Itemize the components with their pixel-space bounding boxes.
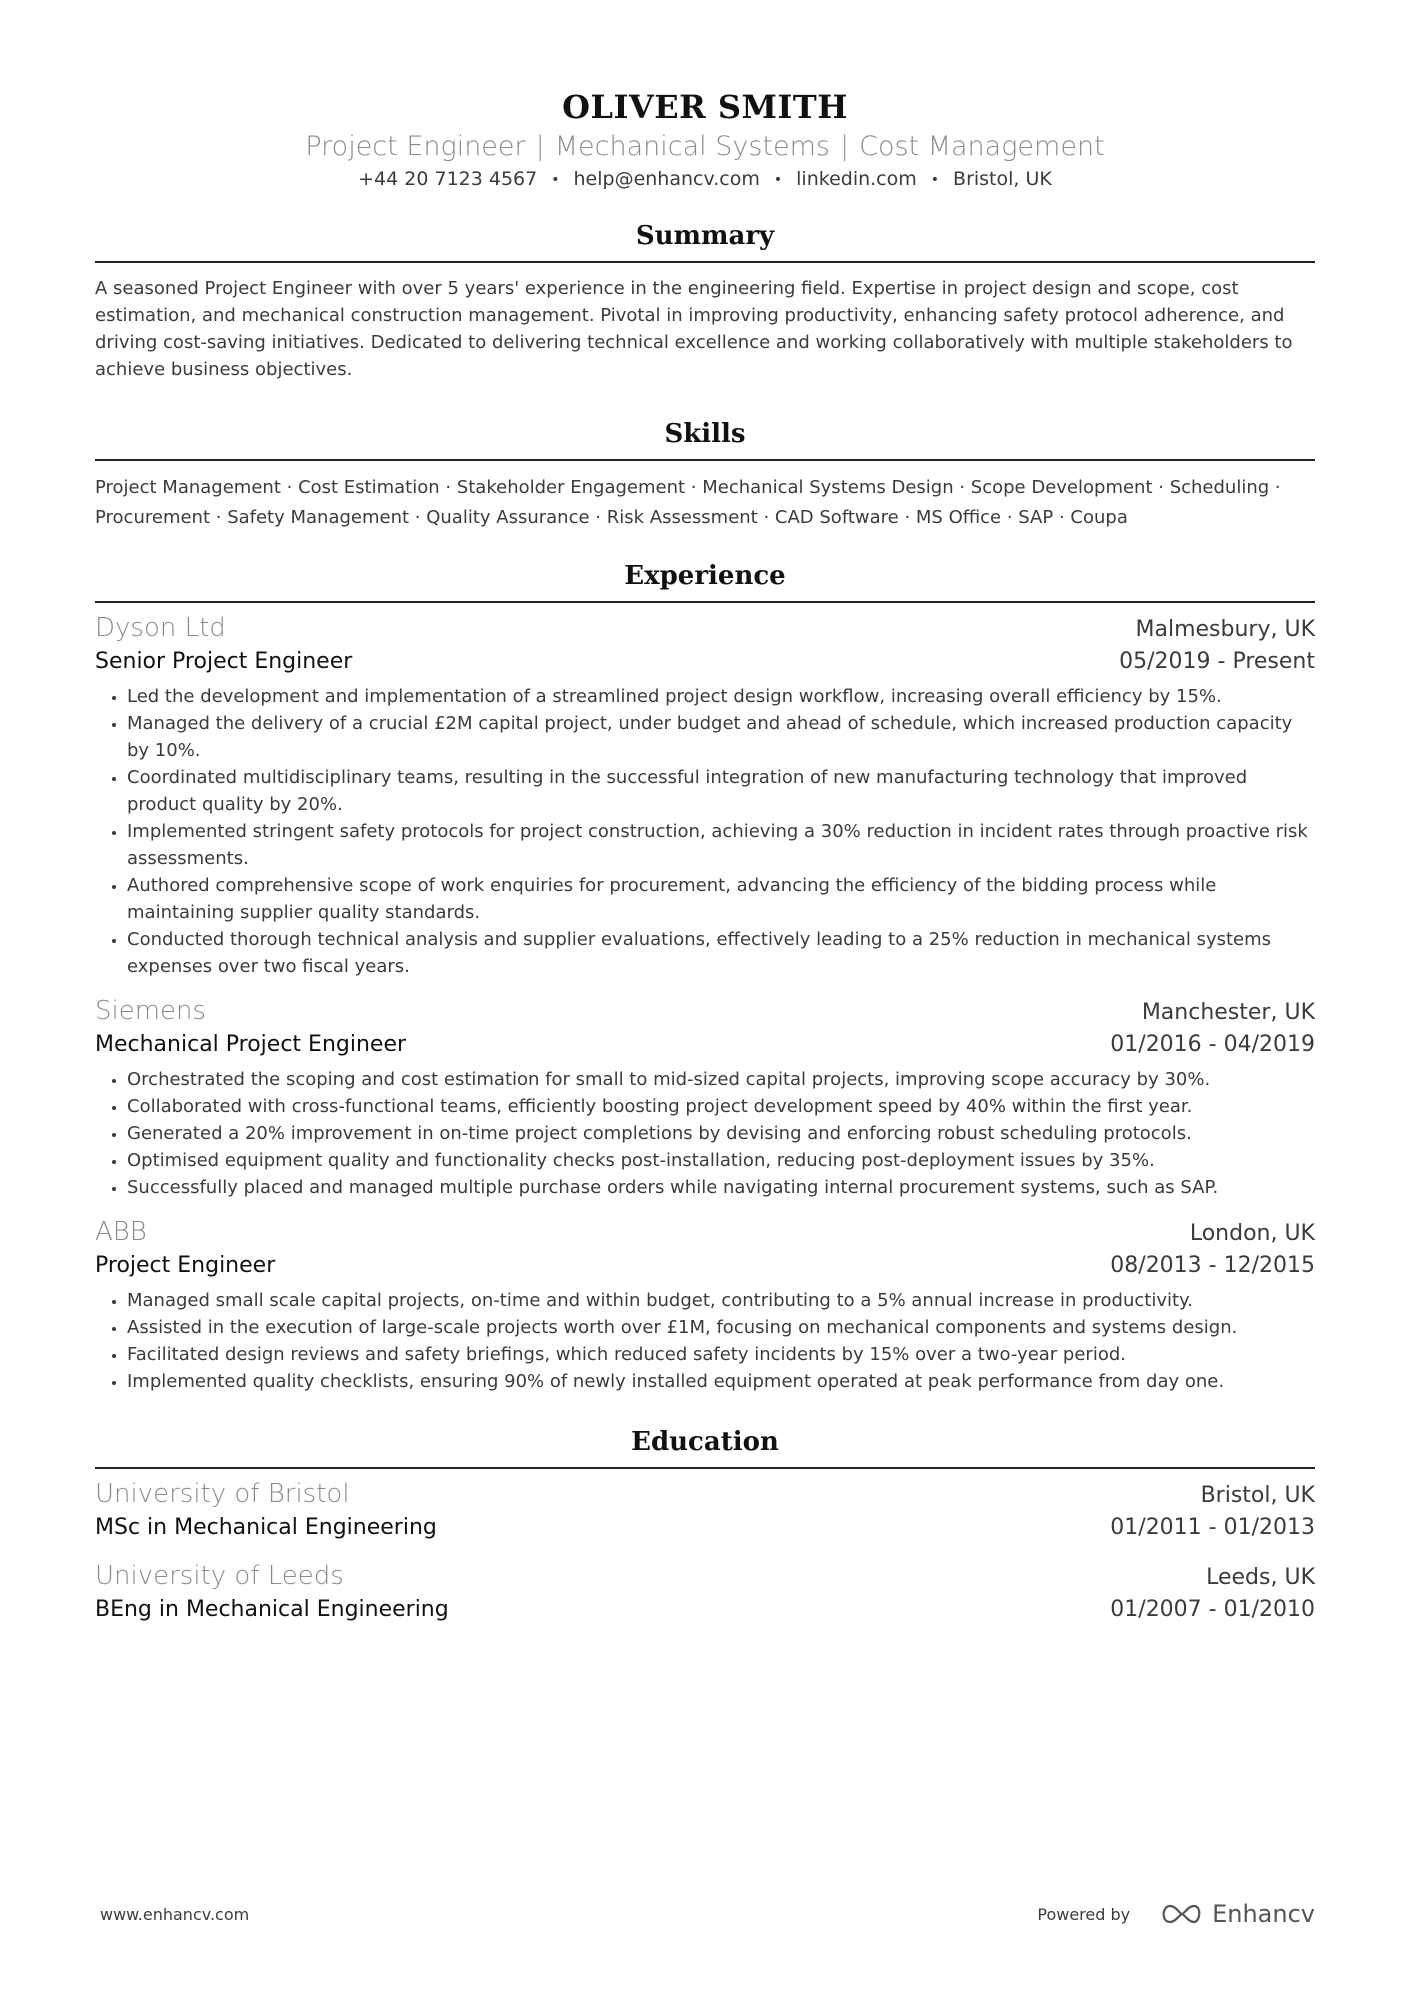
candidate-name: OLIVER SMITH — [562, 88, 848, 126]
achievement-list — [95, 683, 1315, 980]
job-title: Project Engineer — [95, 1252, 276, 1278]
experience-section — [95, 559, 1315, 1395]
skill-item: · MS Office — [899, 507, 1001, 528]
section-title-experience: Experience — [95, 559, 1315, 603]
enhancv-logo-icon — [1158, 1902, 1204, 1926]
school-location: Leeds, UK — [1206, 1564, 1315, 1590]
achievement-item: • Optimised equipment quality and functionality checks post-installation, reducing post-deployment issues by 35%. — [127, 1147, 1315, 1174]
achievement-item: • Generated a 20% improvement in on-time project completions by devising and enforcing robust scheduling protocols. — [127, 1120, 1315, 1147]
company-name: Dyson Ltd — [95, 612, 226, 643]
job-dates: 01/2016 - 04/2019 — [1110, 1031, 1315, 1057]
experience-header-row — [95, 1215, 1315, 1249]
skill-item: · Risk Assessment — [590, 507, 758, 528]
education-header-row — [95, 1559, 1315, 1593]
achievement-item: • Implemented quality checklists, ensuring 90% of newly installed equipment operated at peak performance from day one. — [127, 1368, 1315, 1395]
job-dates: 05/2019 - Present — [1119, 648, 1315, 674]
headline-separator: | — [535, 131, 545, 162]
job-dates: 08/2013 - 12/2015 — [1110, 1252, 1315, 1278]
enhancv-logo[interactable] — [1158, 1900, 1315, 1928]
skill-item: · CAD Software — [758, 507, 899, 528]
experience-role-row — [95, 1249, 1315, 1283]
section-title-summary: Summary — [95, 219, 1315, 263]
headline-item: Cost Management — [859, 131, 1105, 162]
headline — [95, 130, 1315, 164]
skill-item: Project Management — [95, 476, 281, 498]
skills-section — [95, 417, 1315, 533]
experience-header-row — [95, 994, 1315, 1028]
skill-item: · Scope Development — [954, 477, 1153, 498]
skill-item: · Stakeholder Engagement — [440, 477, 685, 498]
section-title-education: Education — [95, 1425, 1315, 1469]
achievement-list — [95, 1287, 1315, 1395]
education-dates: 01/2007 - 01/2010 — [1110, 1596, 1315, 1622]
skill-item: · Scheduling — [1153, 477, 1270, 498]
skills-list — [95, 473, 1315, 533]
experience-role-row — [95, 645, 1315, 679]
education-list — [95, 1477, 1315, 1627]
job-location: London, UK — [1189, 1220, 1315, 1246]
summary-text: A seasoned Project Engineer with over 5 years' experience in the engineering field. Expertise in project design and scope, cost estimation, and mechanical construction management. Pivotal in improving productivity, enhancing safety protocol adherence, and driving cost-saving initiatives. Dedicated to delivering technical excellence and working collaboratively with multiple stakeholders to achieve business objectives. — [95, 277, 1293, 380]
experience-entry — [95, 1215, 1315, 1395]
enhancv-brand-name: Enhancv — [1212, 1900, 1315, 1928]
education-section — [95, 1425, 1315, 1627]
achievement-item: • Led the development and implementation of a streamlined project design workflow, increasing overall efficiency by 15%. — [127, 683, 1315, 710]
achievement-item: • Coordinated multidisciplinary teams, resulting in the successful integration of new manufacturing technology that improved product quality by 20%. — [127, 764, 1315, 818]
email-link[interactable]: help@enhancv.com — [573, 168, 760, 190]
powered-by-label: Powered by — [1037, 1904, 1131, 1924]
experience-list — [95, 611, 1315, 1395]
achievement-list — [95, 1066, 1315, 1201]
experience-entry — [95, 994, 1315, 1201]
skill-item: · Safety Management — [210, 507, 409, 528]
bullet-separator: • — [773, 171, 783, 188]
experience-header-row — [95, 611, 1315, 645]
bullet-separator: • — [930, 171, 940, 188]
resume-header — [95, 0, 1315, 193]
experience-role-row — [95, 1028, 1315, 1062]
achievement-item: • Conducted thorough technical analysis and supplier evaluations, effectively leading to a 25% reduction in mechanical systems expenses over two fiscal years. — [127, 926, 1315, 980]
job-title: Senior Project Engineer — [95, 648, 353, 674]
skill-item: · Mechanical Systems Design — [685, 477, 954, 498]
achievement-item: • Facilitated design reviews and safety briefings, which reduced safety incidents by 15% over a two-year period. — [127, 1341, 1315, 1368]
achievement-item: • Implemented stringent safety protocols for project construction, achieving a 30% reduction in incident rates through proactive risk assessments. — [127, 818, 1315, 872]
school-name: University of Leeds — [95, 1560, 344, 1591]
achievement-item: • Collaborated with cross-functional teams, efficiently boosting project development speed by 40% within the first year. — [127, 1093, 1315, 1120]
headline-separator: | — [840, 131, 850, 162]
school-name: University of Bristol — [95, 1478, 350, 1509]
summary-section — [95, 219, 1315, 383]
location: Bristol, UK — [953, 168, 1052, 190]
education-degree-row — [95, 1593, 1315, 1627]
skill-item: · Procurement — [95, 477, 1281, 528]
education-dates: 01/2011 - 01/2013 — [1110, 1514, 1315, 1540]
skill-item: · SAP — [1001, 507, 1053, 528]
bullet-separator: • — [551, 171, 560, 188]
achievement-item: • Managed small scale capital projects, on-time and within budget, contributing to a 5% annual increase in productivity. — [127, 1287, 1315, 1314]
page-footer — [100, 1900, 1315, 1928]
education-entry — [95, 1559, 1315, 1627]
linkedin-link[interactable]: linkedin.com — [796, 168, 917, 190]
section-title-skills: Skills — [95, 417, 1315, 461]
job-title: Mechanical Project Engineer — [95, 1031, 407, 1057]
achievement-item: • Authored comprehensive scope of work enquiries for procurement, advancing the efficiency of the bidding process while maintaining supplier quality standards. — [127, 872, 1315, 926]
company-name: Siemens — [95, 995, 207, 1026]
phone: +44 20 7123 4567 — [358, 168, 538, 190]
skill-item: · Coupa — [1053, 507, 1128, 528]
job-location: Manchester, UK — [1141, 999, 1315, 1025]
education-degree-row — [95, 1511, 1315, 1545]
achievement-item: • Successfully placed and managed multiple purchase orders while navigating internal procurement systems, such as SAP. — [127, 1174, 1315, 1201]
degree-title: BEng in Mechanical Engineering — [95, 1596, 449, 1622]
job-location: Malmesbury, UK — [1135, 616, 1315, 642]
experience-entry — [95, 611, 1315, 980]
achievement-item: • Managed the delivery of a crucial £2M capital project, under budget and ahead of schedule, which increased production capacity by 10%. — [127, 710, 1315, 764]
footer-url[interactable]: www.enhancv.com — [100, 1904, 250, 1924]
footer-branding — [1037, 1900, 1315, 1928]
school-location: Bristol, UK — [1200, 1482, 1315, 1508]
education-entry — [95, 1477, 1315, 1545]
company-name: ABB — [95, 1216, 147, 1247]
headline-item: Mechanical Systems — [554, 131, 830, 162]
achievement-item: • Assisted in the execution of large-scale projects worth over £1M, focusing on mechanical components and systems design. — [127, 1314, 1315, 1341]
contact-info — [95, 166, 1315, 193]
achievement-item: • Orchestrated the scoping and cost estimation for small to mid-sized capital projects, improving scope accuracy by 30%. — [127, 1066, 1315, 1093]
skill-item: · Cost Estimation — [281, 477, 440, 498]
education-header-row — [95, 1477, 1315, 1511]
headline-item: Project Engineer — [305, 131, 526, 162]
skill-item: · Quality Assurance — [409, 507, 590, 528]
degree-title: MSc in Mechanical Engineering — [95, 1514, 437, 1540]
